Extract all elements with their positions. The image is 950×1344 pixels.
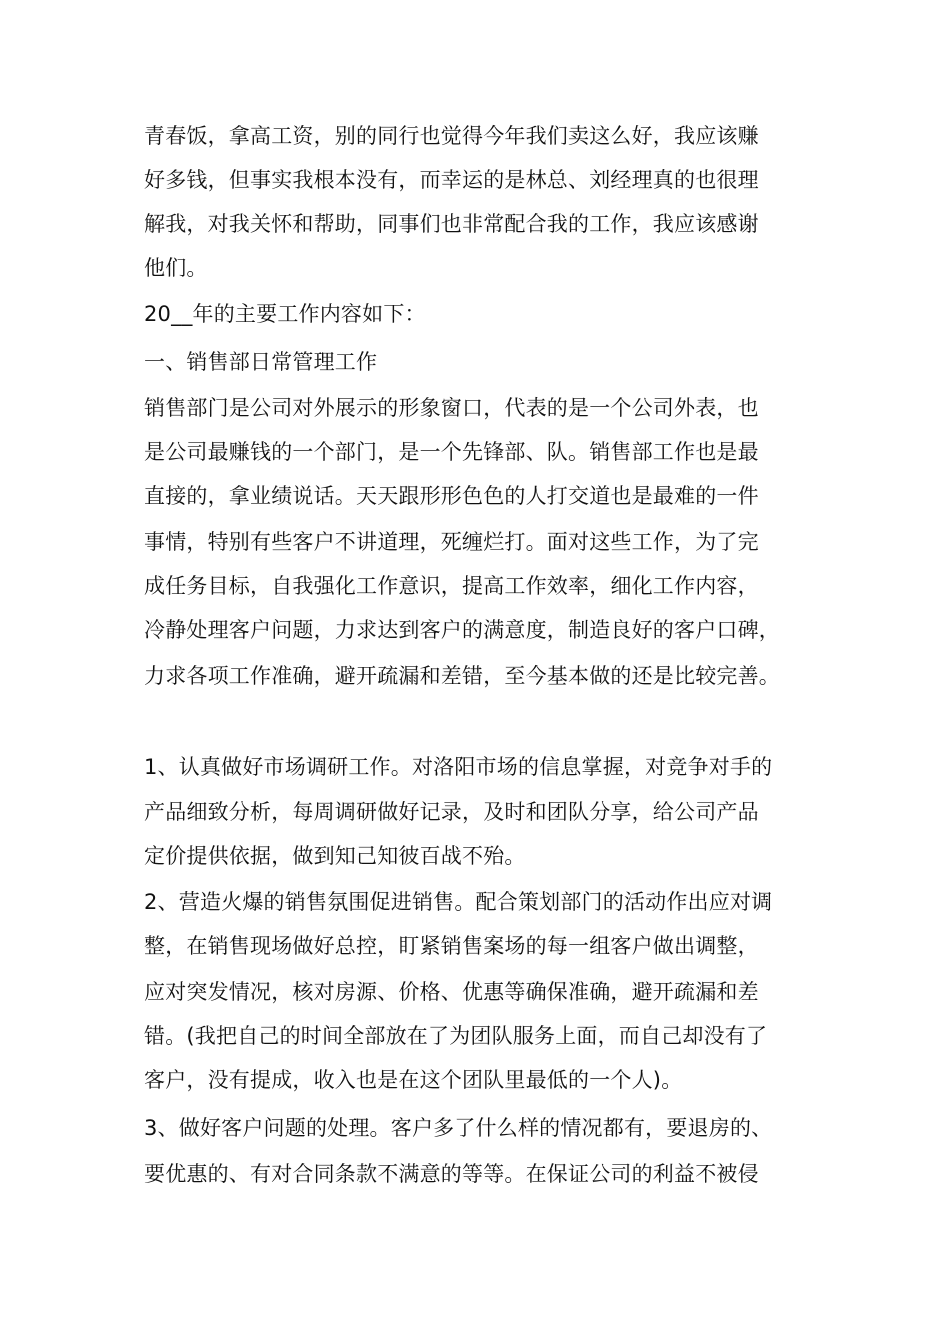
text-line: 力求各项工作准确，避开疏漏和差错，至今基本做的还是比较完善。 [144,664,780,688]
list-item-2-line: 客户，没有提成，收入也是在这个团队里最低的一个人)。 [144,1068,683,1092]
text-line: 好多钱，但事实我根本没有，而幸运的是林总、刘经理真的也很理 [144,168,759,192]
list-item-2-line: 应对突发情况，核对房源、价格、优惠等确保准确，避开疏漏和差 [144,980,759,1004]
list-item-1-line: 产品细致分析，每周调研做好记录，及时和团队分享，给公司产品 [144,800,759,824]
list-item-3-line: 要优惠的、有对合同条款不满意的等等。在保证公司的利益不被侵 [144,1162,759,1186]
text-line: 销售部门是公司对外展示的形象窗口，代表的是一个公司外表，也 [144,396,759,420]
text-line: 他们。 [144,256,208,280]
section-heading: 一、销售部日常管理工作 [144,350,378,374]
list-item-1-line: 定价提供依据，做到知己知彼百战不殆。 [144,844,526,868]
list-item-3-line: 3、做好客户问题的处理。客户多了什么样的情况都有，要退房的、 [144,1116,773,1140]
text-line: 青春饭，拿高工资，别的同行也觉得今年我们卖这么好，我应该赚 [144,124,759,148]
text-line: 直接的，拿业绩说话。天天跟形形色色的人打交道也是最难的一件 [144,484,759,508]
text-line: 是公司最赚钱的一个部门，是一个先锋部、队。销售部工作也是最 [144,440,759,464]
text-line: 解我，对我关怀和帮助，同事们也非常配合我的工作，我应该感谢 [144,212,759,236]
text-line: 成任务目标，自我强化工作意识，提高工作效率，细化工作内容， [144,574,759,598]
list-item-2-line: 整，在销售现场做好总控，盯紧销售案场的每一组客户做出调整， [144,934,759,958]
list-item-2-line: 2、营造火爆的销售氛围促进销售。配合策划部门的活动作出应对调 [144,890,773,914]
text-line: 事情，特别有些客户不讲道理，死缠烂打。面对这些工作，为了完 [144,530,759,554]
list-item-2-line: 错。(我把自己的时间全部放在了为团队服务上面，而自己却没有了 [144,1024,768,1048]
text-line: 冷静处理客户问题，力求达到客户的满意度，制造良好的客户口碑， [144,618,780,642]
section-intro: 20__年的主要工作内容如下： [144,302,426,326]
list-item-1-line: 1、认真做好市场调研工作。对洛阳市场的信息掌握，对竞争对手的 [144,755,773,779]
